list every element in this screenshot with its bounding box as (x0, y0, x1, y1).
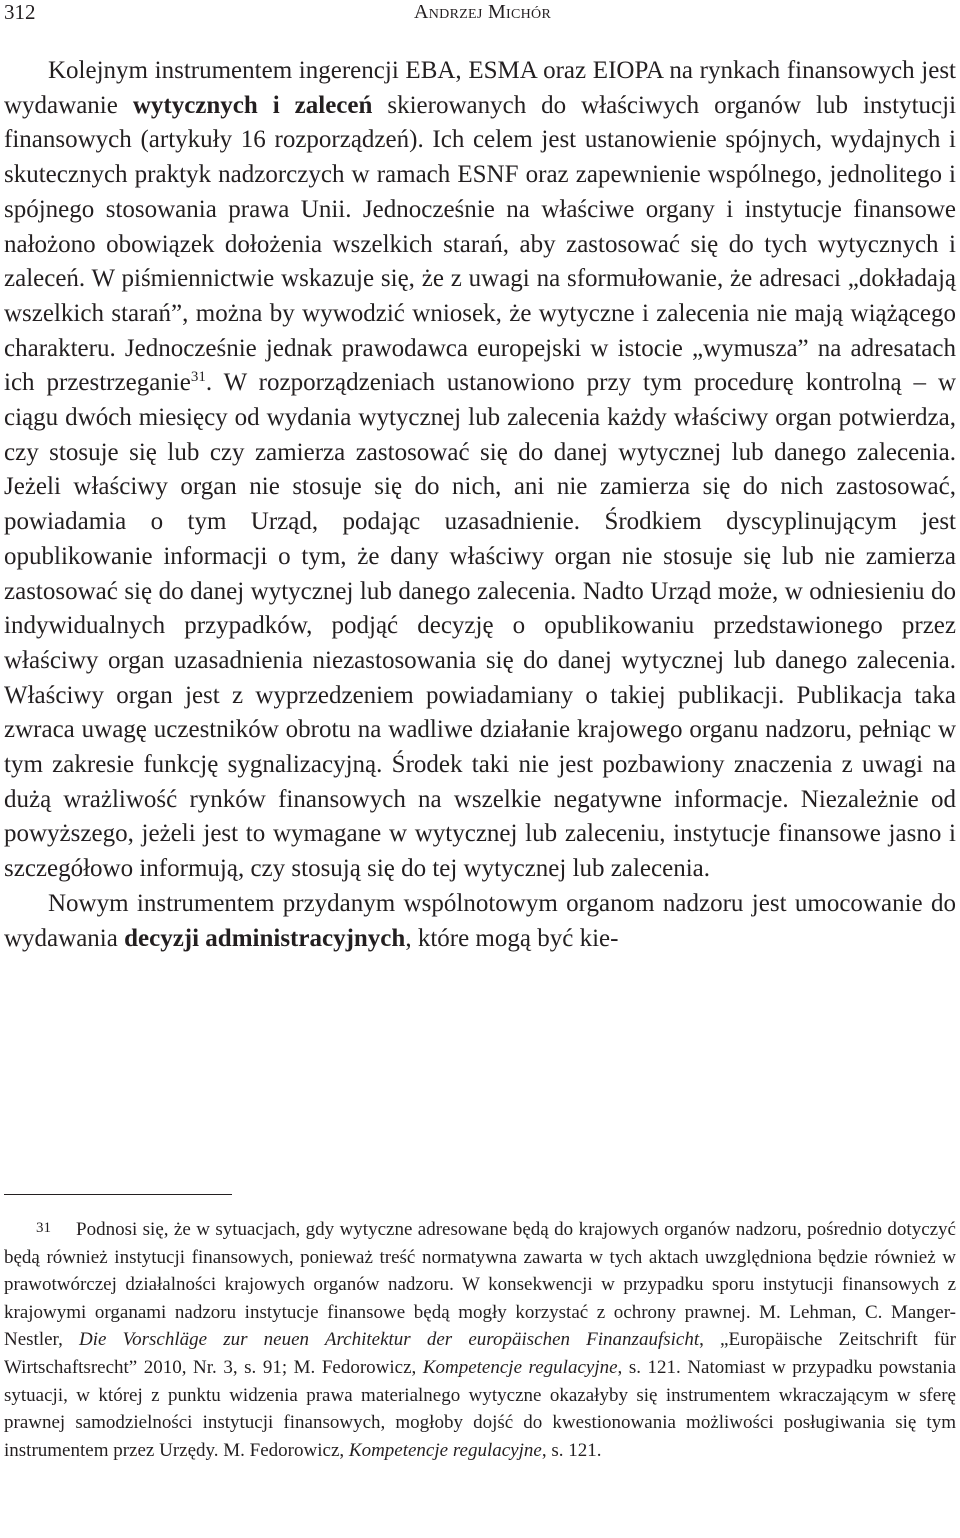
footnote-separator (4, 1194, 232, 1195)
emphasis-bold: decyzji administracyjnych (124, 924, 406, 952)
citation-title: Kompetencje regulacyjne (422, 1356, 618, 1378)
emphasis-bold: wytycznych i zaleceń (132, 91, 373, 119)
paragraph: Kolejnym instrumentem ingerencji EBA, ESMA oraz EIOPA na rynkach finansowych jest wydawanie wytycznych i zaleceń skierowanych do właściwych organów lub instytucji finansowych (artykuły 16 rozporządzeń). Ich celem jest ustanowienie spójnych, wydajnych i skutecznych praktyk nadzorczych w ramach ESNF oraz zapewnienie wspólnego, jednolitego i spójnego stosowania prawa Unii. Jednocześnie na właściwe organy i instytucje finansowe nałożono obowiązek dołożenia wszelkich starań, aby zastosować się do tych wytycznych i zaleceń. W piśmiennictwie wskazuje się, że z uwagi na sformułowanie, że adresaci „dokładają wszelkich starań”, można by wywodzić wniosek, że wytyczne i zalecenia nie mają wiążącego charakteru. Jednocześnie jednak prawodawca europejski w istocie „wymusza” na adresatach ich przestrzeganie$^{31}$. W rozporządzeniach ustanowiono przy tym procedurę kontrolną – w ciągu dwóch miesięcy od wydania wytycznej lub zalecenia każdy właściwy organ potwierdza, czy stosuje się lub czy zamierza zastosować się do danej wytycznej lub danego zalecenia. Jeżeli właściwy organ nie stosuje się do nich, ani nie zamierza się do nich zastosować, powiadamia o tym Urząd, podając uzasadnienie. Środkiem dyscyplinującym jest opublikowanie informacji o tym, że dany właściwy organ nie stosuje się lub nie zamierza zastosować się do danej wytycznej lub danego zalecenia. Nadto Urząd może, w odniesieniu do indywidualnych przypadków, podjąć decyzję o opublikowaniu przedstawionego przez właściwy organ uzasadnienia niezastosowania się do danej wytycznej lub danego zalecenia. Właściwy organ jest z wyprzedzeniem powiadamiany o takiej publikacji. Publikacja taka zwraca uwagę uczestników obrotu na wadliwe działanie krajowego organu nadzoru, pełniąc w tym zakresie funkcję sygnalizacyjną. Środek taki nie jest pozbawiony znaczenia z uwagi na dużą wrażliwość rynków finansowych na wszelkie negatywne informacje. Niezależnie od powyższego, jeżeli jest to wymagane w wytycznej lub zaleceniu, instytucje finansowe jasno i szczegółowo informują, czy stosują się do tej wytycznej lub zalecenia. (4, 57, 957, 883)
footnote-text: 31 Podnosi się, że w sytuacjach, gdy wytyczne adresowane będą do krajowych organów nadzoru, pośrednio dotyczyć będą również instytucji finansowych, ponieważ treść normatywna zawarta w tych aktach uwzględniona będzie również w prawotwórczej działalności krajowych organów nadzoru. W konsekwencji w przypadku sporu instytucji finansowych z krajowymi organami nadzoru instytucje finansowe będą mogły korzystać z ochrony prawnej. M. Lehman, C. Manger-Nestler, Die Vorschläge zur neuen Architektur der europäischen Finanzaufsicht, „Europäische Zeitschrift für Wirtschaftsrecht” 2010, Nr. 3, s. 91; M. Fedorowicz, Kompetencje regulacyjne, s. 121. Natomiast w przypadku powstania sytuacji, w której z punktu widzenia prawa materialnego wytyczne okazałyby się instrumentem wkraczającym w sferę prawnej samodzielności instytucji finansowych, mogłoby dojść do kwestionowania możliwości posługiwania się tym instrumentem przez Urzędy. M. Fedorowicz, Kompetencje regulacyjne, s. 121. (4, 1215, 956, 1464)
footnote (4, 1215, 956, 1464)
paragraph: Nowym instrumentem przydanym wspólnotowym organom nadzoru jest umocowanie do wydawania decyzji administracyjnych, które mogą być kie- (4, 889, 956, 952)
running-head-author: Andrzej Michór (414, 1, 552, 23)
citation-title: Die Vorschläge zur neuen Architektur der europäischen Finanzaufsicht (79, 1329, 700, 1351)
citation-title: Kompetencje regulacyjne (348, 1439, 542, 1461)
footnote-number: 31 (36, 1220, 51, 1236)
footnote-reference[interactable]: 31 (190, 369, 206, 386)
page-header (4, 0, 956, 24)
page-number: 312 (4, 0, 36, 24)
body-text (4, 54, 956, 956)
